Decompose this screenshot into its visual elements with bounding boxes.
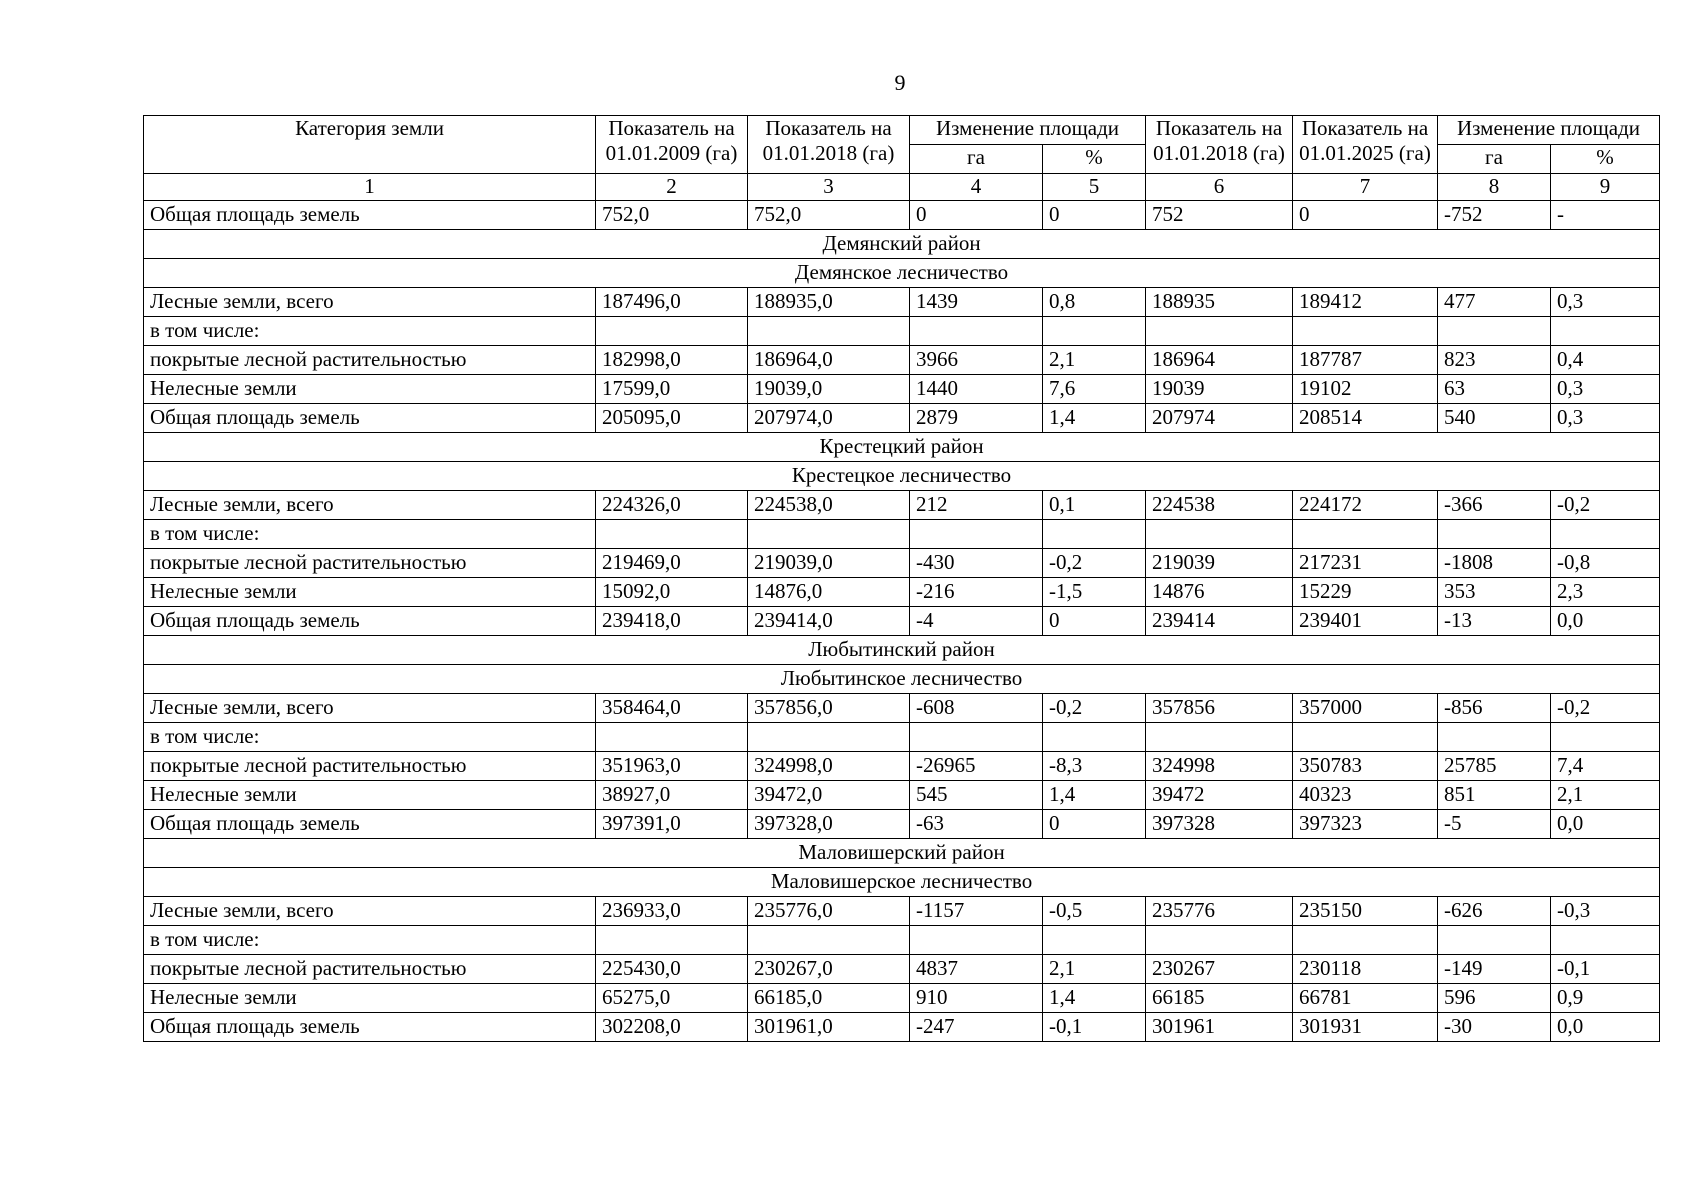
- table-row: [144, 723, 1660, 752]
- table-cell: 0: [1293, 201, 1438, 230]
- table-cell: -8,3: [1043, 752, 1146, 781]
- table-cell: 851: [1438, 781, 1551, 810]
- table-cell: 66781: [1293, 984, 1438, 1013]
- table-row: [144, 926, 1660, 955]
- table-cell: 2,3: [1551, 578, 1660, 607]
- header-area-change-1: Изменение площади: [910, 116, 1146, 145]
- table-cell: -0,1: [1551, 955, 1660, 984]
- table-cell: 0,8: [1043, 288, 1146, 317]
- table-cell: [1438, 926, 1551, 955]
- table-cell: в том числе:: [144, 520, 596, 549]
- table-cell: [1438, 723, 1551, 752]
- table-cell: 207974,0: [748, 404, 910, 433]
- table-cell: 1439: [910, 288, 1043, 317]
- header-pct-2: %: [1551, 145, 1660, 174]
- table-cell: 397328,0: [748, 810, 910, 839]
- table-cell: [1293, 926, 1438, 955]
- forestry-heading: [144, 665, 1660, 694]
- header-indicator-2018: Показатель на 01.01.2018 (га): [748, 116, 910, 174]
- table-cell: 19102: [1293, 375, 1438, 404]
- table-cell: 4: [910, 174, 1043, 201]
- table-cell: 236933,0: [596, 897, 748, 926]
- table-cell: 230267,0: [748, 955, 910, 984]
- table-row: [144, 578, 1660, 607]
- table-cell: 397391,0: [596, 810, 748, 839]
- table-cell: 19039: [1146, 375, 1293, 404]
- table-row: [144, 317, 1660, 346]
- table-cell: -63: [910, 810, 1043, 839]
- table-cell: 224172: [1293, 491, 1438, 520]
- table-row: [144, 694, 1660, 723]
- table-cell: 397328: [1146, 810, 1293, 839]
- table-cell: 2879: [910, 404, 1043, 433]
- table-cell: [748, 723, 910, 752]
- table-row: [144, 201, 1660, 230]
- table-cell: -0,8: [1551, 549, 1660, 578]
- table-cell: 38927,0: [596, 781, 748, 810]
- table-cell: 0: [1043, 607, 1146, 636]
- table-cell: 351963,0: [596, 752, 748, 781]
- table-row: [144, 781, 1660, 810]
- table-cell: 752,0: [748, 201, 910, 230]
- table-cell: 15229: [1293, 578, 1438, 607]
- table-cell: 301961: [1146, 1013, 1293, 1042]
- table-cell: [1043, 926, 1146, 955]
- table-row: [144, 607, 1660, 636]
- table-cell: -5: [1438, 810, 1551, 839]
- table-cell: 2,1: [1043, 955, 1146, 984]
- table-cell: Лесные земли, всего: [144, 897, 596, 926]
- page-number: 9: [894, 70, 906, 95]
- table-cell: покрытые лесной растительностью: [144, 955, 596, 984]
- table-cell: 219039,0: [748, 549, 910, 578]
- table-cell: покрытые лесной растительностью: [144, 346, 596, 375]
- table-cell: [1551, 723, 1660, 752]
- header-area-change-2: Изменение площади: [1438, 116, 1660, 145]
- table-cell: 0,3: [1551, 404, 1660, 433]
- table-cell: [1146, 317, 1293, 346]
- table-cell: 186964: [1146, 346, 1293, 375]
- header-pct-1: %: [1043, 145, 1146, 174]
- table-cell: -430: [910, 549, 1043, 578]
- table-cell: -626: [1438, 897, 1551, 926]
- forestry-heading-label: Маловишерское лесничество: [144, 868, 1660, 897]
- header-ha-1: га: [910, 145, 1043, 174]
- table-cell: 188935: [1146, 288, 1293, 317]
- table-cell: 2,1: [1551, 781, 1660, 810]
- table-cell: -1808: [1438, 549, 1551, 578]
- table-cell: 9: [1551, 174, 1660, 201]
- table-cell: 301931: [1293, 1013, 1438, 1042]
- table-cell: 0,0: [1551, 607, 1660, 636]
- table-cell: 39472,0: [748, 781, 910, 810]
- forestry-heading: [144, 868, 1660, 897]
- table-cell: [1043, 520, 1146, 549]
- table-cell: Общая площадь земель: [144, 810, 596, 839]
- table-cell: Нелесные земли: [144, 578, 596, 607]
- table-cell: 235776: [1146, 897, 1293, 926]
- district-heading: [144, 839, 1660, 868]
- table-cell: 239418,0: [596, 607, 748, 636]
- table-cell: 219039: [1146, 549, 1293, 578]
- header-row-1: [144, 116, 1660, 145]
- table-cell: 40323: [1293, 781, 1438, 810]
- table-cell: 15092,0: [596, 578, 748, 607]
- table-cell: -0,1: [1043, 1013, 1146, 1042]
- table-body: [144, 116, 1660, 1042]
- table-cell: 239414: [1146, 607, 1293, 636]
- table-cell: 2,1: [1043, 346, 1146, 375]
- header-ha-2: га: [1438, 145, 1551, 174]
- table-cell: 1,4: [1043, 781, 1146, 810]
- table-cell: [910, 723, 1043, 752]
- table-cell: 1,4: [1043, 984, 1146, 1013]
- table-cell: 477: [1438, 288, 1551, 317]
- table-cell: -608: [910, 694, 1043, 723]
- table-cell: [1293, 723, 1438, 752]
- table-cell: 358464,0: [596, 694, 748, 723]
- table-cell: 6: [1146, 174, 1293, 201]
- table-row: [144, 984, 1660, 1013]
- table-row: [144, 1013, 1660, 1042]
- table-cell: 188935,0: [748, 288, 910, 317]
- table-cell: 1440: [910, 375, 1043, 404]
- table-cell: -1,5: [1043, 578, 1146, 607]
- table-cell: 0,1: [1043, 491, 1146, 520]
- table-cell: [1146, 520, 1293, 549]
- table-row: [144, 404, 1660, 433]
- table-cell: 910: [910, 984, 1043, 1013]
- table-cell: 823: [1438, 346, 1551, 375]
- table-cell: 0: [910, 201, 1043, 230]
- table-cell: 14876: [1146, 578, 1293, 607]
- table-cell: 219469,0: [596, 549, 748, 578]
- header-indicator-2018b: Показатель на 01.01.2018 (га): [1146, 116, 1293, 174]
- forestry-heading-label: Любытинское лесничество: [144, 665, 1660, 694]
- forestry-heading-label: Крестецкое лесничество: [144, 462, 1660, 491]
- table-cell: -216: [910, 578, 1043, 607]
- table-cell: Нелесные земли: [144, 375, 596, 404]
- table-cell: [1551, 926, 1660, 955]
- header-indicator-2009: Показатель на 01.01.2009 (га): [596, 116, 748, 174]
- table-cell: 357000: [1293, 694, 1438, 723]
- table-cell: 0,0: [1551, 810, 1660, 839]
- table-cell: 2: [596, 174, 748, 201]
- column-number-row: [144, 174, 1660, 201]
- table-cell: 350783: [1293, 752, 1438, 781]
- table-cell: [910, 926, 1043, 955]
- table-cell: -: [1551, 201, 1660, 230]
- table-cell: [748, 926, 910, 955]
- table-cell: 239401: [1293, 607, 1438, 636]
- table-cell: 224538,0: [748, 491, 910, 520]
- table-cell: [596, 926, 748, 955]
- table-cell: Общая площадь земель: [144, 404, 596, 433]
- table-cell: -856: [1438, 694, 1551, 723]
- table-row: [144, 375, 1660, 404]
- table-row: [144, 491, 1660, 520]
- table-cell: в том числе:: [144, 926, 596, 955]
- table-cell: 208514: [1293, 404, 1438, 433]
- table-row: [144, 520, 1660, 549]
- table-cell: -13: [1438, 607, 1551, 636]
- table-cell: 596: [1438, 984, 1551, 1013]
- table-cell: [1293, 317, 1438, 346]
- table-cell: 239414,0: [748, 607, 910, 636]
- table-cell: 3966: [910, 346, 1043, 375]
- table-cell: 324998,0: [748, 752, 910, 781]
- table-cell: 0,4: [1551, 346, 1660, 375]
- table-cell: 752: [1146, 201, 1293, 230]
- table-cell: Нелесные земли: [144, 781, 596, 810]
- table-cell: 187496,0: [596, 288, 748, 317]
- table-cell: 25785: [1438, 752, 1551, 781]
- table-cell: 230118: [1293, 955, 1438, 984]
- table-cell: 324998: [1146, 752, 1293, 781]
- table-cell: 5: [1043, 174, 1146, 201]
- district-heading: [144, 230, 1660, 259]
- table-cell: -0,2: [1043, 549, 1146, 578]
- table-cell: 1,4: [1043, 404, 1146, 433]
- table-cell: 357856: [1146, 694, 1293, 723]
- table-cell: 1: [144, 174, 596, 201]
- table-row: [144, 955, 1660, 984]
- table-cell: 752,0: [596, 201, 748, 230]
- table-cell: 63: [1438, 375, 1551, 404]
- table-cell: -0,5: [1043, 897, 1146, 926]
- table-cell: [596, 723, 748, 752]
- table-cell: покрытые лесной растительностью: [144, 752, 596, 781]
- table-cell: -0,2: [1043, 694, 1146, 723]
- header-category: Категория земли: [144, 116, 596, 174]
- table-row: [144, 288, 1660, 317]
- table-cell: -247: [910, 1013, 1043, 1042]
- forestry-heading: [144, 259, 1660, 288]
- table-cell: [596, 520, 748, 549]
- table-cell: Общая площадь земель: [144, 201, 596, 230]
- table-cell: 186964,0: [748, 346, 910, 375]
- table-cell: [596, 317, 748, 346]
- table-cell: 65275,0: [596, 984, 748, 1013]
- table-cell: 182998,0: [596, 346, 748, 375]
- table-row: [144, 346, 1660, 375]
- table-cell: 207974: [1146, 404, 1293, 433]
- table-cell: 66185: [1146, 984, 1293, 1013]
- table-cell: 205095,0: [596, 404, 748, 433]
- table-cell: -1157: [910, 897, 1043, 926]
- table-cell: 235150: [1293, 897, 1438, 926]
- table-cell: -366: [1438, 491, 1551, 520]
- table-cell: -30: [1438, 1013, 1551, 1042]
- table-cell: [1043, 723, 1146, 752]
- header-indicator-2025: Показатель на 01.01.2025 (га): [1293, 116, 1438, 174]
- table-cell: 0,3: [1551, 288, 1660, 317]
- table-cell: 7,4: [1551, 752, 1660, 781]
- table-cell: 7,6: [1043, 375, 1146, 404]
- table-cell: в том числе:: [144, 723, 596, 752]
- table-cell: 19039,0: [748, 375, 910, 404]
- table-cell: [910, 317, 1043, 346]
- table-cell: 39472: [1146, 781, 1293, 810]
- table-cell: 189412: [1293, 288, 1438, 317]
- table-cell: 225430,0: [596, 955, 748, 984]
- table-cell: 0: [1043, 810, 1146, 839]
- table-cell: 4837: [910, 955, 1043, 984]
- district-heading-label: Маловишерский район: [144, 839, 1660, 868]
- district-heading: [144, 433, 1660, 462]
- table-cell: -149: [1438, 955, 1551, 984]
- table-cell: 8: [1438, 174, 1551, 201]
- table-cell: -0,2: [1551, 694, 1660, 723]
- table-cell: 397323: [1293, 810, 1438, 839]
- table-cell: 302208,0: [596, 1013, 748, 1042]
- table-cell: -26965: [910, 752, 1043, 781]
- table-cell: Лесные земли, всего: [144, 694, 596, 723]
- table-cell: 301961,0: [748, 1013, 910, 1042]
- table-cell: 545: [910, 781, 1043, 810]
- table-cell: 14876,0: [748, 578, 910, 607]
- table-cell: 357856,0: [748, 694, 910, 723]
- table-cell: [748, 317, 910, 346]
- district-heading-label: Демянский район: [144, 230, 1660, 259]
- table-cell: 217231: [1293, 549, 1438, 578]
- forestry-heading-label: Демянское лесничество: [144, 259, 1660, 288]
- table-row: [144, 549, 1660, 578]
- table-cell: Общая площадь земель: [144, 607, 596, 636]
- table-cell: 66185,0: [748, 984, 910, 1013]
- table-cell: покрытые лесной растительностью: [144, 549, 596, 578]
- table-cell: [1551, 520, 1660, 549]
- district-heading-label: Крестецкий район: [144, 433, 1660, 462]
- table-cell: Общая площадь земель: [144, 1013, 596, 1042]
- table-cell: Лесные земли, всего: [144, 491, 596, 520]
- table-cell: 0,9: [1551, 984, 1660, 1013]
- district-heading-label: Любытинский район: [144, 636, 1660, 665]
- table-cell: [1293, 520, 1438, 549]
- table-cell: 0,0: [1551, 1013, 1660, 1042]
- district-heading: [144, 636, 1660, 665]
- table-cell: [1146, 723, 1293, 752]
- table-cell: Лесные земли, всего: [144, 288, 596, 317]
- table-cell: [1438, 317, 1551, 346]
- table-cell: 0,3: [1551, 375, 1660, 404]
- table-row: [144, 810, 1660, 839]
- table-cell: [1551, 317, 1660, 346]
- table-cell: Нелесные земли: [144, 984, 596, 1013]
- table-cell: 187787: [1293, 346, 1438, 375]
- table-cell: 0: [1043, 201, 1146, 230]
- table-cell: -0,3: [1551, 897, 1660, 926]
- table-cell: [748, 520, 910, 549]
- table-row: [144, 752, 1660, 781]
- table-cell: в том числе:: [144, 317, 596, 346]
- table-cell: 353: [1438, 578, 1551, 607]
- land-category-table: [143, 115, 1660, 1042]
- table-row: [144, 897, 1660, 926]
- table-cell: -0,2: [1551, 491, 1660, 520]
- table-cell: 224326,0: [596, 491, 748, 520]
- table-cell: -4: [910, 607, 1043, 636]
- table-cell: 540: [1438, 404, 1551, 433]
- table-cell: 17599,0: [596, 375, 748, 404]
- table-cell: 7: [1293, 174, 1438, 201]
- table-cell: [1438, 520, 1551, 549]
- table-cell: [1043, 317, 1146, 346]
- table-cell: 224538: [1146, 491, 1293, 520]
- table-cell: 235776,0: [748, 897, 910, 926]
- forestry-heading: [144, 462, 1660, 491]
- table-cell: 212: [910, 491, 1043, 520]
- table-cell: [910, 520, 1043, 549]
- table-cell: -752: [1438, 201, 1551, 230]
- table-cell: [1146, 926, 1293, 955]
- table-cell: 3: [748, 174, 910, 201]
- table-cell: 230267: [1146, 955, 1293, 984]
